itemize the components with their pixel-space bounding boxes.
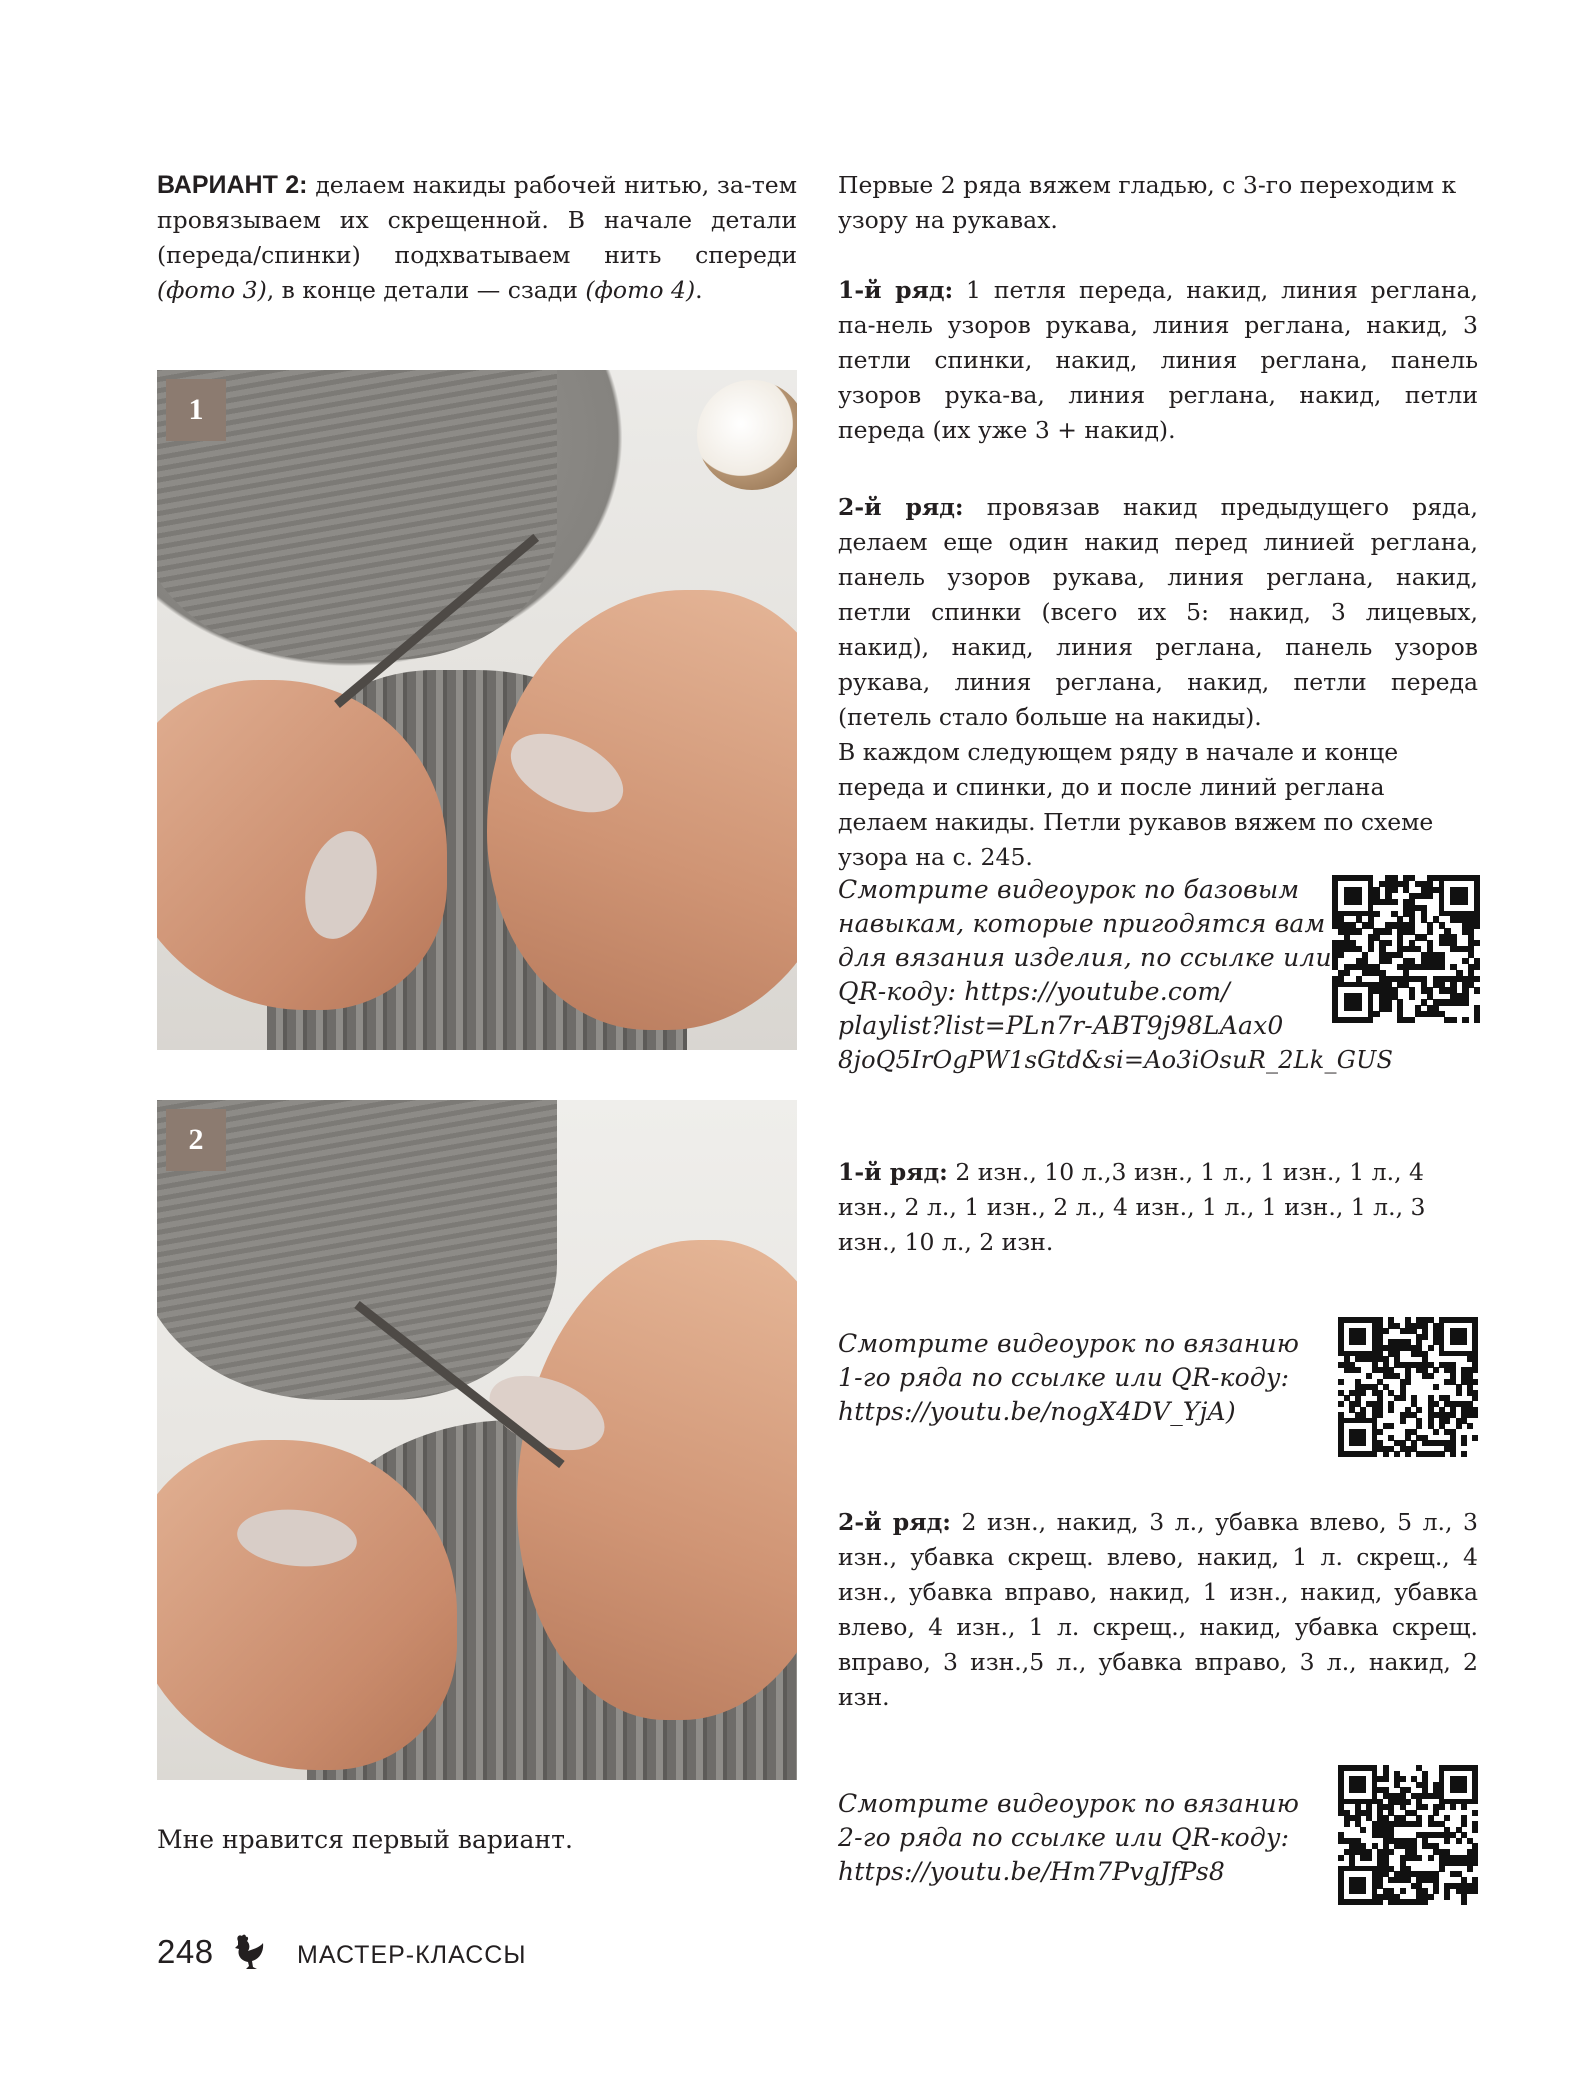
qr-module [1472, 1810, 1478, 1816]
qr-module [1450, 887, 1468, 905]
qr-module [1366, 1373, 1372, 1379]
qr-module [1450, 1804, 1456, 1810]
qr-module [1373, 1011, 1379, 1017]
qr-module [1472, 1367, 1478, 1373]
qr-module [1385, 928, 1391, 934]
qr-module [1416, 1407, 1422, 1413]
raglan-row-1-paragraph [838, 273, 1478, 448]
qr-module [1368, 946, 1374, 952]
qr-module [1474, 940, 1480, 946]
qr-module [1349, 1877, 1366, 1894]
video-note-1-line-6: 8joQ5IrOgPW1sGtd&si=Ao3iOsuR_2Lk_GUS [838, 1046, 1394, 1074]
qr-module [1409, 1017, 1415, 1023]
qr-module [1467, 1866, 1473, 1872]
photo-caption: Мне нравится первый вариант. [157, 1825, 573, 1854]
qr-module [1391, 887, 1397, 893]
video-note-2-line-1: Смотрите видеоурок по вязанию [838, 1329, 1300, 1358]
pattern-row-2-label: 2-й ряд: [838, 1508, 951, 1536]
qr-module [1377, 1429, 1383, 1435]
qr-module [1474, 1017, 1480, 1023]
qr-module [1456, 1838, 1462, 1844]
knitting-photo-2 [157, 1100, 797, 1780]
video-note-1-line-4: QR-коду: https://youtube.com/ [838, 977, 1230, 1006]
photo-4-reference: (фото 4) [585, 276, 696, 304]
video-note-1-line-5: playlist?list=PLn7r-ABT9j98LAax0 [838, 1011, 1284, 1040]
qr-module [1360, 1827, 1366, 1833]
qr-module [1385, 958, 1391, 964]
qr-module [1385, 1005, 1391, 1011]
qr-module [1439, 1451, 1445, 1457]
qr-module [1416, 1821, 1422, 1827]
qr-module [1338, 1379, 1344, 1385]
qr-code-row-2[interactable] [1338, 1765, 1478, 1905]
qr-module [1444, 1815, 1450, 1821]
qr-module [1428, 1855, 1434, 1861]
qr-code-playlist[interactable] [1332, 875, 1480, 1023]
qr-module [1450, 1451, 1456, 1457]
raglan-row-2-text: провязав накид предыдущего ряда, делаем еще один накид перед линией реглана, панель узоров рукава, линия реглана, накид, петли спинки (всего их 5: накид, 3 лицевых, накид), накид, линия реглана, панель узоров рукава, линия реглана, накид, петли переда (петель стало больше на накиды). [838, 493, 1478, 731]
qr-module [1373, 911, 1379, 917]
qr-module [1383, 1451, 1389, 1457]
qr-module [1472, 1827, 1478, 1833]
variant-2-text-2: , в конце детали — сзади [266, 276, 586, 304]
pattern-row-1-block [838, 1155, 1478, 1260]
qr-module [1400, 1395, 1406, 1401]
qr-module [1338, 952, 1344, 958]
each-row-block [838, 735, 1478, 875]
video-note-3-line-2: 2-го ряда по ссылке или QR-коду: [838, 1823, 1290, 1852]
pattern-row-2-block [838, 1505, 1478, 1715]
knitting-photo-1 [157, 370, 797, 1050]
right-hand [487, 590, 797, 1030]
qr-module [1405, 1799, 1411, 1805]
pattern-row-1-label: 1-й ряд: [838, 1158, 948, 1186]
photo-number-badge: 2 [166, 1109, 226, 1171]
qr-module [1472, 1888, 1478, 1894]
qr-module [1462, 1017, 1468, 1023]
pattern-row-2-text: 2 изн., накид, 3 л., убавка влево, 5 л., 3 изн., убавка скрещ. влево, накид, 1 л. скрещ., 4 изн., убавка вправо, накид, 1 изн., накид, убавка влево, 4 изн., 1 л. скрещ., накид, убавка скрещ. вправо, 3 изн.,5 л., убавка вправо, 3 л., накид, 2 изн. [838, 1508, 1478, 1711]
qr-module [1400, 1776, 1406, 1782]
qr-module [1349, 1429, 1366, 1446]
qr-module [1400, 1418, 1406, 1424]
qr-module [1385, 940, 1391, 946]
each-row-paragraph: В каждом следующем ряду в начале и конце переда и спинки, до и после линий реглана делаем накиды. Петли рукавов вяжем по схеме узора на с. 245. [838, 738, 1434, 871]
qr-module [1474, 976, 1480, 982]
qr-module [1433, 1888, 1439, 1894]
qr-module [1472, 1435, 1478, 1441]
qr-module [1388, 1849, 1394, 1855]
qr-module [1366, 1855, 1372, 1861]
qr-code-row-1[interactable] [1338, 1317, 1478, 1457]
qr-module [1461, 1440, 1467, 1446]
qr-module [1461, 1821, 1467, 1827]
qr-module [1338, 1401, 1344, 1407]
qr-module [1405, 1451, 1411, 1457]
qr-module [1349, 1776, 1366, 1793]
qr-module [1444, 1418, 1450, 1424]
qr-module [1360, 1390, 1366, 1396]
raglan-row-1-label: 1-й ряд: [838, 276, 954, 304]
qr-module [1433, 1384, 1439, 1390]
raglan-row-2-paragraph [838, 490, 1478, 735]
raglan-row-1-block [838, 273, 1478, 448]
variant-2-paragraph [157, 168, 797, 308]
qr-module [1474, 922, 1480, 928]
qr-module [1462, 999, 1468, 1005]
video-note-1-line-1: Смотрите видеоурок по базовым [838, 875, 1300, 904]
qr-module [1377, 1412, 1383, 1418]
qr-module [1383, 1776, 1389, 1782]
qr-module [1344, 993, 1362, 1011]
qr-module [1405, 1379, 1411, 1385]
right-hand [517, 1240, 797, 1720]
raglan-row-2-label: 2-й ряд: [838, 493, 964, 521]
page-number: 248 [157, 1933, 214, 1970]
qr-module [1344, 970, 1350, 976]
qr-module [1416, 1423, 1422, 1429]
qr-module [1439, 1866, 1445, 1872]
qr-module [1461, 1899, 1467, 1905]
qr-module [1467, 1423, 1473, 1429]
qr-module [1439, 964, 1445, 970]
pattern-row-1-paragraph [838, 1155, 1478, 1260]
video-note-3-line-1: Смотрите видеоурок по вязанию [838, 1789, 1300, 1818]
video-note-2-line-2: 1-го ряда по ссылке или QR-коду: [838, 1363, 1290, 1392]
qr-module [1422, 1334, 1428, 1340]
rooster-icon [232, 1933, 266, 1973]
qr-module [1439, 1804, 1445, 1810]
qr-module [1356, 928, 1362, 934]
qr-module [1344, 1821, 1350, 1827]
qr-module [1427, 893, 1433, 899]
video-note-1-line-3: для вязания изделия, по ссылке или [838, 943, 1332, 972]
qr-module [1456, 1390, 1462, 1396]
qr-module [1433, 1810, 1439, 1816]
qr-module [1427, 928, 1433, 934]
qr-module [1444, 1894, 1450, 1900]
pattern-row-1-text: 2 изн., 10 л.,3 изн., 1 л., 1 изн., 1 л., 4 изн., 2 л., 1 изн., 2 л., 4 изн., 1 л., 1 изн., 1 л., 3 изн., 10 л., 2 изн. [838, 1158, 1426, 1256]
qr-module [1422, 1804, 1428, 1810]
qr-module [1344, 887, 1362, 905]
qr-module [1355, 1367, 1361, 1373]
variant-2-title: ВАРИАНТ 2: [157, 171, 308, 199]
video-note-2-line-3: https://youtu.be/nogX4DV_YjA) [838, 1397, 1236, 1426]
qr-module [1388, 1423, 1394, 1429]
qr-module [1422, 1899, 1428, 1905]
intro-block [838, 168, 1478, 238]
variant-2-text-1: делаем накиды рабочей нитью, за-тем провязываем их скрещенной. В начале детали (переда/спинки) подхватываем нить спереди [157, 171, 797, 269]
qr-module [1428, 1894, 1434, 1900]
raglan-row-1-text: 1 петля переда, накид, линия реглана, па-нель узоров рукава, линия реглана, накид, 3 петли спинки, накид, линия реглана, панель узоров рука-ва, линия реглана, накид, петли переда (их уже 3 + накид). [838, 276, 1478, 444]
qr-module [1377, 1899, 1383, 1905]
raglan-row-2-block [838, 490, 1478, 735]
qr-module [1428, 1345, 1434, 1351]
qr-module [1474, 964, 1480, 970]
qr-module [1416, 1855, 1422, 1861]
qr-module [1383, 1328, 1389, 1334]
qr-module [1450, 1776, 1467, 1793]
qr-module [1400, 1888, 1406, 1894]
cotton-decoration [697, 380, 797, 490]
qr-module [1409, 993, 1415, 999]
qr-module [1461, 1804, 1467, 1810]
qr-module [1391, 899, 1397, 905]
qr-module [1338, 1855, 1344, 1861]
variant-2-text-3: . [695, 276, 703, 304]
qr-module [1456, 1423, 1462, 1429]
qr-module [1428, 1373, 1434, 1379]
qr-module [1472, 1379, 1478, 1385]
qr-module [1472, 1860, 1478, 1866]
video-note-1-line-2: навыкам, которые пригодятся вам [838, 909, 1326, 938]
qr-module [1472, 1412, 1478, 1418]
qr-module [1474, 987, 1480, 993]
section-title: МАСТЕР-КЛАССЫ [297, 1941, 527, 1969]
qr-module [1433, 1367, 1439, 1373]
qr-module [1450, 1017, 1456, 1023]
qr-module [1461, 1451, 1467, 1457]
qr-module [1388, 1407, 1394, 1413]
intro-paragraph: Первые 2 ряда вяжем гладью, с 3-го переходим к узору на рукавах. [838, 171, 1457, 234]
photo-3-reference: (фото 3) [157, 276, 267, 304]
video-note-3-line-3: https://youtu.be/Hm7PvgJfPs8 [838, 1857, 1226, 1886]
variant-2-block [157, 168, 797, 308]
qr-module [1472, 1395, 1478, 1401]
qr-module [1349, 1328, 1366, 1345]
qr-module [1444, 1838, 1450, 1844]
pattern-row-2-paragraph [838, 1505, 1478, 1715]
qr-module [1450, 1328, 1467, 1345]
qr-module [1394, 1451, 1400, 1457]
qr-module [1433, 1429, 1439, 1435]
photo-number-badge: 1 [166, 379, 226, 441]
